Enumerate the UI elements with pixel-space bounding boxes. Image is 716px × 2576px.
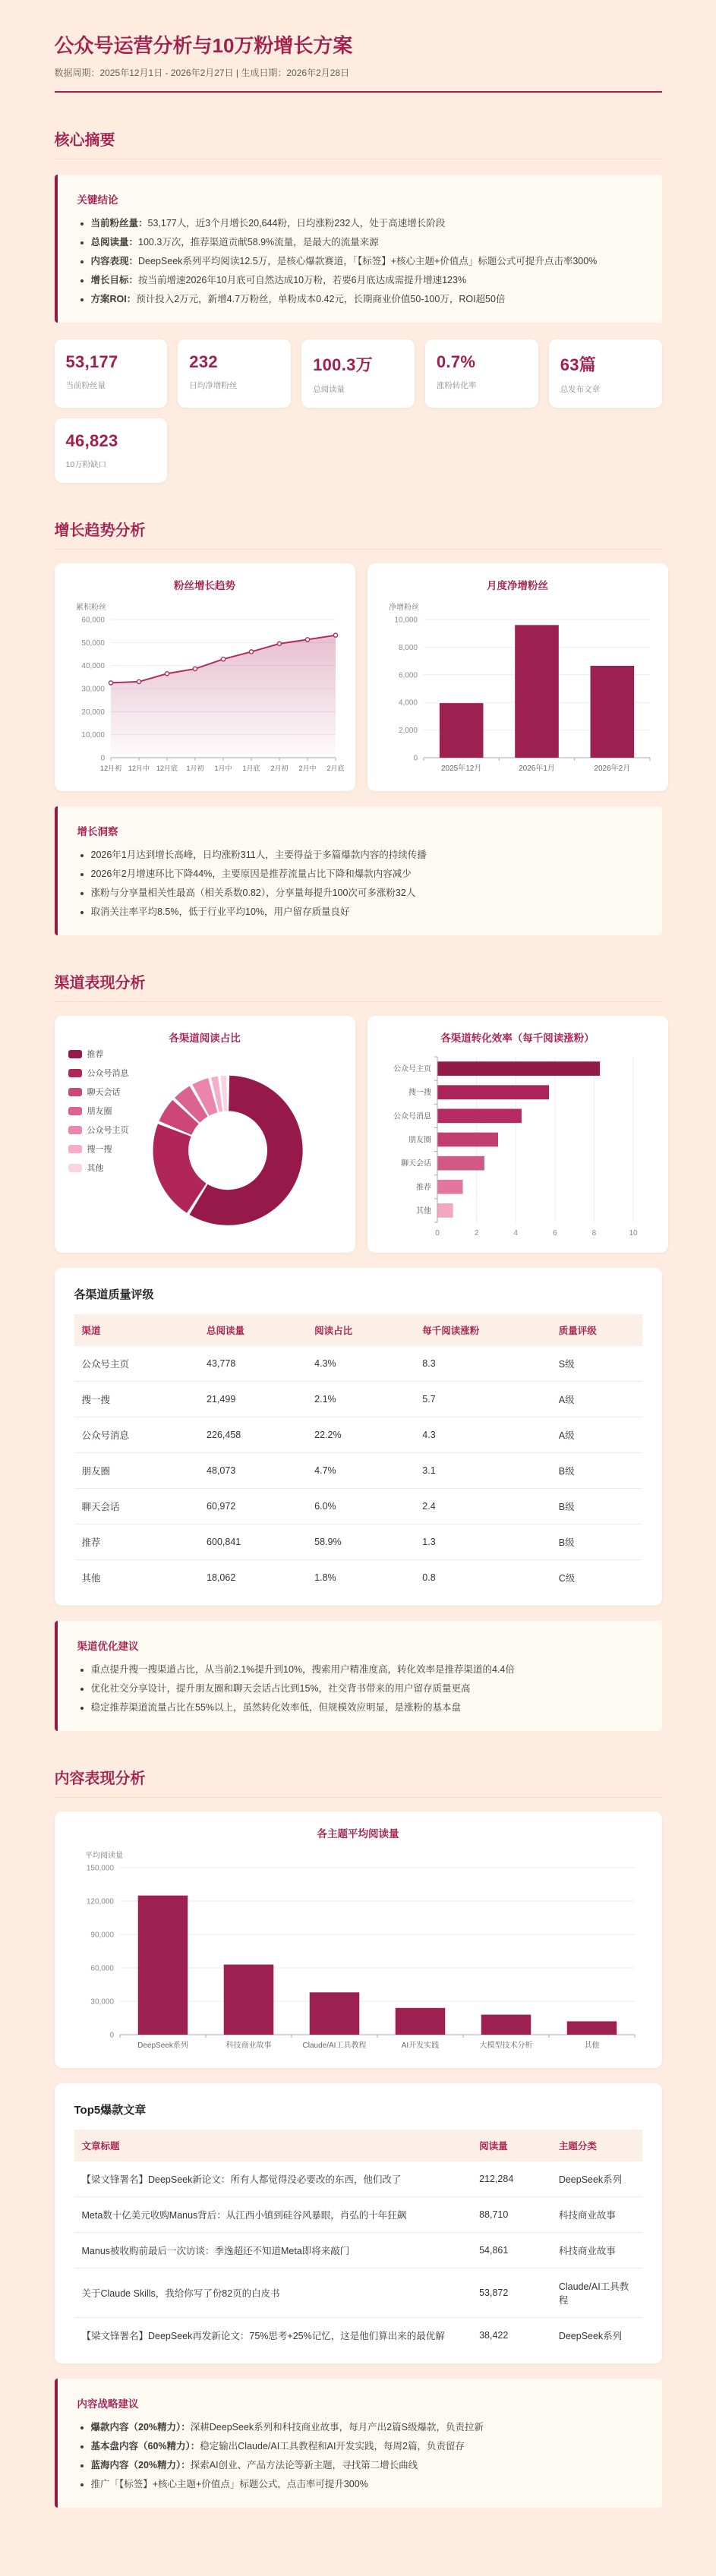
- legend-item[interactable]: [68, 1048, 129, 1060]
- svg-text:20,000: 20,000: [80, 708, 105, 717]
- table-cell: 60,972: [199, 1489, 307, 1524]
- svg-text:0: 0: [109, 2031, 114, 2040]
- table-cell: 其他: [81, 1573, 101, 1584]
- svg-text:10,000: 10,000: [80, 731, 105, 740]
- legend-label: 朋友圈: [87, 1107, 112, 1116]
- metric-value: 53,177: [65, 352, 118, 371]
- svg-text:1月初: 1月初: [185, 765, 204, 772]
- svg-text:2026年2月: 2026年2月: [593, 765, 630, 773]
- table-row: [74, 1417, 642, 1453]
- table-cell: 4.7%: [307, 1453, 415, 1489]
- section-growth-trend: [55, 518, 662, 935]
- section-content-analysis: [55, 1766, 662, 2508]
- svg-text:推荐: 推荐: [415, 1183, 431, 1192]
- content-advice-box: [55, 2379, 662, 2508]
- svg-text:2月中: 2月中: [298, 765, 317, 772]
- table-cell: B级: [551, 1453, 642, 1489]
- svg-text:净增粉丝: 净增粉丝: [388, 604, 419, 612]
- svg-text:12月底: 12月底: [156, 765, 178, 772]
- svg-text:Claude/AI工具教程: Claude/AI工具教程: [302, 2042, 366, 2050]
- metric-card: [55, 339, 168, 408]
- bullet-item: • 2026年1月达到增长高峰，日均涨粉311人，主要得益于多篇爆款内容的持续传播: [91, 846, 642, 865]
- table-row: [74, 2318, 642, 2354]
- metric-label: 10万粉缺口: [65, 460, 107, 469]
- table-cell: 1.8%: [314, 1572, 336, 1583]
- table-cell: 22.2%: [307, 1417, 415, 1453]
- table-cell: 8.3: [415, 1346, 551, 1382]
- table-cell: 6.0%: [307, 1489, 415, 1524]
- table-cell: B级: [551, 1524, 642, 1560]
- metric-card: [549, 339, 662, 408]
- table-cell: 3.1: [415, 1453, 551, 1489]
- table-cell: 4.3: [415, 1417, 551, 1453]
- table-header-row: [74, 1314, 642, 1346]
- table-cell: DeepSeek系列: [551, 2161, 642, 2197]
- table-cell: 54,861: [472, 2233, 551, 2269]
- table-row: [74, 1346, 642, 1382]
- svg-text:0: 0: [434, 1229, 440, 1238]
- legend-swatch: [68, 1069, 82, 1077]
- channel-conversion-chart: [375, 1046, 661, 1247]
- channel-share-chart-card: [55, 1016, 355, 1253]
- svg-text:1月中: 1月中: [213, 765, 232, 772]
- column-header: 每千阅读涨粉: [415, 1314, 551, 1346]
- table-cell: 2.1%: [307, 1382, 415, 1417]
- table-cell: 5.7: [415, 1382, 551, 1417]
- table-cell: 0.8: [422, 1572, 436, 1583]
- top-articles-table: [74, 2130, 642, 2353]
- metric-value: 0.7%: [436, 352, 476, 371]
- table-cell: 21,499: [199, 1382, 307, 1417]
- svg-text:40,000: 40,000: [80, 662, 105, 671]
- channel-conversion-chart-card: [367, 1016, 668, 1253]
- svg-text:12月中: 12月中: [128, 765, 150, 772]
- svg-text:60,000: 60,000: [80, 616, 105, 625]
- svg-text:AI开发实践: AI开发实践: [401, 2042, 439, 2050]
- metric-card: [178, 339, 291, 408]
- svg-text:公众号主页: 公众号主页: [393, 1065, 431, 1074]
- svg-text:2,000: 2,000: [398, 727, 418, 736]
- metric-value: 232: [189, 352, 218, 371]
- insight-box-title: 渠道优化建议: [77, 1641, 139, 1652]
- legend-item[interactable]: [68, 1143, 129, 1155]
- table-cell: 4.3%: [307, 1346, 415, 1382]
- insight-box-title: 内容战略建议: [77, 2398, 139, 2410]
- bullet-item: • 蓝海内容（20%精力）：探索AI创业、产品方法论等新主题，寻找第二增长曲线: [91, 2456, 642, 2475]
- table-cell: A级: [551, 1382, 642, 1417]
- insight-box-title: 关键结论: [77, 194, 118, 206]
- page-subtitle: 数据周期：2025年12月1日 - 2026年2月27日 | 生成日期：2026年2月28日: [54, 68, 350, 78]
- table-header-row: [74, 2130, 642, 2161]
- svg-text:50,000: 50,000: [80, 638, 105, 648]
- table-cell: 关于Claude Skills，我给你写了份82页的白皮书: [74, 2269, 472, 2318]
- table-cell: 聊天会话: [74, 1489, 200, 1524]
- table-cell: 朋友圈: [74, 1453, 200, 1489]
- section-heading-core-summary: 核心摘要: [55, 128, 662, 159]
- table-row: [74, 1560, 642, 1596]
- table-cell: 【梁文锋署名】DeepSeek再发新论文：75%思考+25%记忆，这是他们算出来的最优解: [81, 2331, 445, 2341]
- table-cell: 公众号主页: [74, 1346, 200, 1382]
- svg-text:其他: 其他: [415, 1206, 431, 1215]
- legend-swatch: [68, 1050, 82, 1058]
- svg-text:朋友圈: 朋友圈: [408, 1136, 431, 1145]
- table-cell: 212,284: [472, 2161, 551, 2197]
- key-conclusions-list: [77, 214, 642, 309]
- svg-text:累积粉丝: 累积粉丝: [75, 604, 106, 612]
- legend-label: 推荐: [87, 1050, 104, 1059]
- legend-label: 公众号消息: [87, 1069, 129, 1078]
- metric-label: 涨粉转化率: [436, 381, 477, 390]
- fans-trend-chart-card: [55, 563, 355, 791]
- legend-label: 聊天会话: [87, 1088, 121, 1097]
- chart-title-channel-conversion: 各渠道转化效率（每千阅读涨粉）: [440, 1033, 595, 1044]
- metric-label: 当前粉丝量: [65, 381, 106, 390]
- column-header: 阅读量: [472, 2130, 551, 2161]
- legend-item[interactable]: [68, 1067, 129, 1079]
- svg-text:4,000: 4,000: [398, 698, 418, 708]
- table-cell: 2.4: [415, 1489, 551, 1524]
- svg-text:30,000: 30,000: [80, 685, 105, 694]
- topic-reads-chart: [62, 1842, 654, 2062]
- table-cell: 1.3: [415, 1524, 551, 1560]
- bullet-item: • 稳定推荐渠道流量占比在55%以上，虽然转化效率低，但规模效应明显，是涨粉的基本盘: [91, 1698, 642, 1717]
- chart-title-channel-share: 各渠道阅读占比: [169, 1033, 241, 1044]
- bullet-item: • 取消关注率平均8.5%，低于行业平均10%，用户留存质量良好: [91, 903, 642, 922]
- table-cell: A级: [551, 1417, 642, 1453]
- svg-text:0: 0: [412, 754, 418, 763]
- column-header: 总阅读量: [199, 1314, 307, 1346]
- legend-item[interactable]: [68, 1162, 129, 1174]
- growth-insight-box: [55, 806, 662, 935]
- channel-share-legend: [68, 1048, 129, 1181]
- table-cell: B级: [551, 1489, 642, 1524]
- legend-label: 搜一搜: [87, 1145, 112, 1154]
- svg-text:搜一搜: 搜一搜: [408, 1089, 431, 1098]
- table-cell: 【梁文锋署名】DeepSeek新论文：所有人都觉得没必要改的东西，他们改了: [74, 2161, 472, 2197]
- bullet-item: • 总阅读量：100.3万次，推荐渠道贡献58.9%流量，是最大的流量来源: [91, 233, 642, 252]
- metric-label: 日均净增粉丝: [189, 381, 238, 390]
- section-core-summary: [55, 128, 662, 483]
- bullet-item: • 当前粉丝量：53,177人，近3个月增长20,644粉，日均涨粉232人，处于高速增长阶段: [91, 214, 642, 233]
- channel-table-title: 各渠道质量评级: [74, 1288, 154, 1301]
- table-row: [74, 2197, 642, 2233]
- column-header: 主题分类: [551, 2130, 642, 2161]
- legend-item[interactable]: [68, 1086, 129, 1098]
- svg-text:DeepSeek系列: DeepSeek系列: [137, 2042, 188, 2050]
- column-header: 质量评级: [551, 1314, 642, 1346]
- svg-text:150,000: 150,000: [86, 1864, 114, 1873]
- metric-cards-grid: [55, 339, 662, 483]
- table-cell: 226,458: [199, 1417, 307, 1453]
- table-cell: 科技商业故事: [551, 2233, 642, 2269]
- legend-swatch: [68, 1088, 82, 1096]
- section-channel-analysis: [55, 970, 662, 1731]
- column-header: 阅读占比: [307, 1314, 415, 1346]
- growth-insight-list: [77, 846, 642, 922]
- chart-title-topic-reads: 各主题平均阅读量: [317, 1828, 399, 1840]
- svg-text:30,000: 30,000: [90, 1997, 114, 2007]
- table-cell: 58.9%: [307, 1524, 415, 1560]
- metric-card: [425, 339, 538, 408]
- table-cell: 科技商业故事: [551, 2197, 642, 2233]
- top-articles-title: Top5爆款文章: [74, 2104, 147, 2117]
- bullet-item: • 基本盘内容（60%精力）：稳定输出Claude/AI工具教程和AI开发实践，每周2篇，负责留存: [91, 2437, 642, 2456]
- table-cell: C级: [558, 1573, 576, 1584]
- svg-text:大模型技术分析: 大模型技术分析: [479, 2042, 532, 2050]
- svg-text:12月初: 12月初: [99, 765, 121, 772]
- bullet-item: • 重点提升搜一搜渠道占比，从当前2.1%提升到10%，搜索用户精准度高，转化效率是推荐渠道的4.4倍: [91, 1660, 642, 1679]
- table-cell: Manus被收购前最后一次访谈：季逸超还不知道Meta即将来敲门: [74, 2233, 472, 2269]
- metric-value: 46,823: [65, 431, 118, 450]
- table-row: [74, 2233, 642, 2269]
- table-cell: 48,073: [199, 1453, 307, 1489]
- legend-swatch: [68, 1107, 82, 1115]
- table-cell: DeepSeek系列: [558, 2331, 623, 2341]
- page-title: 公众号运营分析与10万粉增长方案: [54, 34, 353, 57]
- svg-text:60,000: 60,000: [90, 1964, 114, 1973]
- table-cell: 18,062: [207, 1572, 236, 1583]
- metric-label: 总阅读量: [313, 385, 345, 394]
- svg-text:90,000: 90,000: [90, 1931, 114, 1940]
- metric-value: 63篇: [560, 355, 597, 374]
- metric-value: 100.3万: [313, 355, 373, 374]
- svg-text:2: 2: [474, 1229, 478, 1238]
- section-heading-channel: 渠道表现分析: [55, 970, 662, 1002]
- bullet-item: • 增长目标：按当前增速2026年10月底可自然达成10万粉，若要6月底达成需提升增速123%: [91, 271, 642, 290]
- channel-quality-table-card: [55, 1268, 662, 1606]
- legend-item[interactable]: [68, 1124, 129, 1136]
- legend-swatch: [68, 1145, 82, 1153]
- bullet-item: • 方案ROI：预计投入2万元，新增4.7万粉丝，单粉成本0.42元，长期商业价值50-100万，ROI超50倍: [91, 290, 642, 309]
- table-cell: S级: [551, 1346, 642, 1382]
- insight-box-title: 增长洞察: [77, 826, 118, 837]
- report-page: [55, 0, 662, 2576]
- bullet-item: • 爆款内容（20%精力）：深耕DeepSeek系列和科技商业故事，每月产出2篇S级爆款，负责拉新: [91, 2418, 642, 2437]
- svg-text:2月初: 2月初: [270, 765, 289, 772]
- svg-text:其他: 其他: [584, 2042, 599, 2050]
- content-advice-list: [77, 2418, 642, 2494]
- channel-advice-box: [55, 1621, 662, 1731]
- svg-text:1月底: 1月底: [241, 765, 260, 772]
- svg-text:2025年12月: 2025年12月: [440, 765, 481, 773]
- bullet-item: • 优化社交分享设计，提升朋友圈和聊天会话占比到15%，社交背书带来的用户留存质量更高: [91, 1679, 642, 1698]
- legend-item[interactable]: [68, 1105, 129, 1117]
- svg-text:8,000: 8,000: [398, 643, 418, 652]
- bullet-item: • 涨粉与分享量相关性最高（相关系数0.82），分享量每提升100次可多涨粉32人: [91, 884, 642, 903]
- legend-swatch: [68, 1126, 82, 1134]
- table-row: [74, 1382, 642, 1417]
- svg-text:科技商业故事: 科技商业故事: [226, 2042, 271, 2050]
- column-header: 渠道: [74, 1314, 200, 1346]
- svg-text:10,000: 10,000: [393, 616, 418, 625]
- svg-text:平均阅读量: 平均阅读量: [84, 1852, 123, 1860]
- bullet-item: • 2026年2月增速环比下降44%，主要原因是推荐流量占比下降和爆款内容减少: [91, 865, 642, 884]
- growth-chart-row: [55, 563, 662, 791]
- metric-card: [55, 418, 168, 483]
- bullet-item: • 内容表现：DeepSeek系列平均阅读12.5万，是核心爆款赛道，「【标签】+核心主题+价值点」标题公式可提升点击率300%: [91, 252, 642, 271]
- table-cell: 53,872: [472, 2269, 551, 2318]
- table-cell: 38,422: [479, 2330, 509, 2341]
- table-cell: 推荐: [74, 1524, 200, 1560]
- table-row: [74, 1489, 642, 1524]
- chart-title-fans-trend: 粉丝增长趋势: [174, 580, 235, 591]
- table-cell: Claude/AI工具教程: [551, 2269, 642, 2318]
- channel-quality-table: [74, 1314, 642, 1595]
- topic-reads-chart-card: [55, 1811, 662, 2068]
- table-row: [74, 1524, 642, 1560]
- svg-text:聊天会话: 聊天会话: [400, 1159, 431, 1168]
- table-row: [74, 2161, 642, 2197]
- table-cell: 88,710: [472, 2197, 551, 2233]
- metric-card: [301, 339, 415, 408]
- legend-swatch: [68, 1164, 82, 1172]
- table-row: [74, 1453, 642, 1489]
- channel-advice-list: [77, 1660, 642, 1717]
- monthly-net-chart-card: [367, 563, 668, 791]
- header-divider: [55, 91, 662, 93]
- svg-text:8: 8: [591, 1229, 596, 1238]
- table-cell: 600,841: [199, 1524, 307, 1560]
- table-cell: 公众号消息: [74, 1417, 200, 1453]
- svg-text:10: 10: [628, 1229, 638, 1238]
- channel-chart-row: [55, 1016, 662, 1253]
- legend-label: 其他: [87, 1164, 104, 1173]
- top-articles-table-card: [55, 2083, 662, 2363]
- column-header: 文章标题: [74, 2130, 472, 2161]
- section-heading-growth: 增长趋势分析: [55, 518, 662, 550]
- table-row: [74, 2269, 642, 2318]
- table-cell: 43,778: [199, 1346, 307, 1382]
- table-cell: Meta数十亿美元收购Manus背后：从江西小镇到硅谷风暴眼，肖弘的十年狂飙: [74, 2197, 472, 2233]
- fans-trend-chart: [62, 594, 348, 785]
- legend-label: 公众号主页: [87, 1126, 129, 1135]
- svg-text:6,000: 6,000: [398, 671, 418, 680]
- svg-text:6: 6: [552, 1229, 557, 1238]
- chart-title-monthly-net: 月度净增粉丝: [487, 580, 548, 591]
- table-cell: 搜一搜: [74, 1382, 200, 1417]
- key-conclusions-box: [55, 175, 662, 323]
- svg-text:120,000: 120,000: [86, 1897, 114, 1906]
- svg-text:2026年1月: 2026年1月: [518, 765, 555, 773]
- metric-label: 总发布文章: [560, 385, 601, 394]
- section-heading-content: 内容表现分析: [55, 1766, 662, 1798]
- report-header: [55, 30, 662, 93]
- bullet-item: • 推广「【标签】+核心主题+价值点」标题公式，点击率可提升300%: [91, 2475, 642, 2494]
- monthly-net-chart: [375, 594, 661, 785]
- svg-text:公众号消息: 公众号消息: [393, 1112, 431, 1121]
- svg-text:4: 4: [513, 1229, 518, 1238]
- svg-text:2月底: 2月底: [326, 765, 345, 772]
- svg-text:0: 0: [99, 754, 105, 763]
